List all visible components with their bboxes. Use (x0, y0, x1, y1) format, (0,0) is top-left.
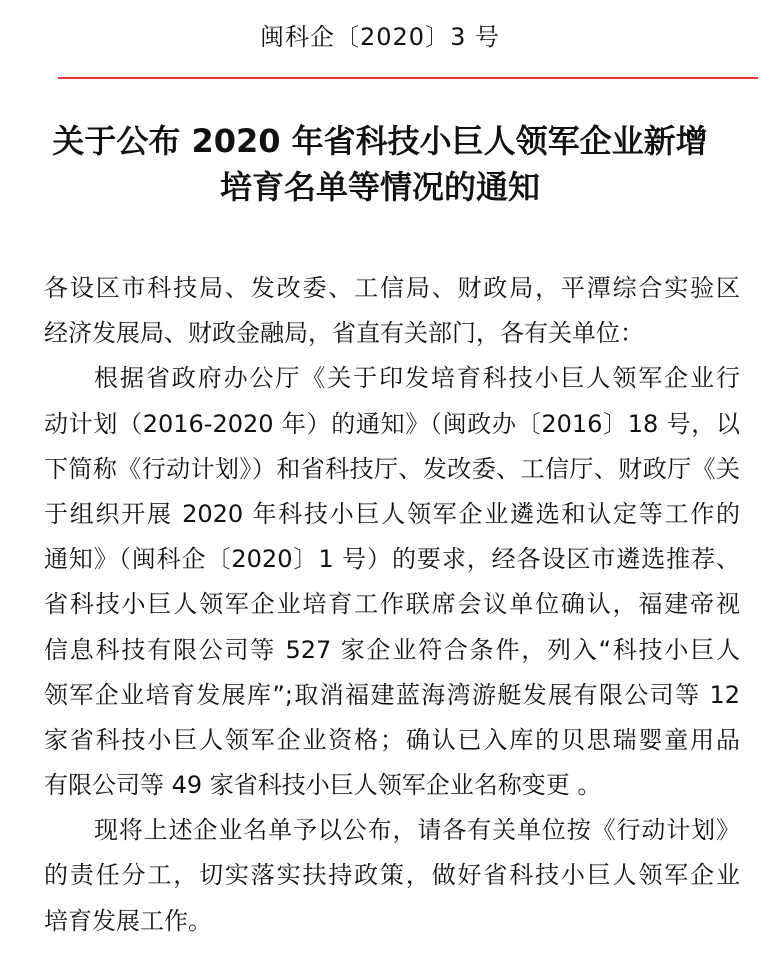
body-line: 各设区市科技局、发改委、工信局、财政局，平潭综合实验区 (44, 274, 740, 302)
body-line: 现将上述企业名单予以公布，请各有关单位按《行动计划》 (94, 816, 740, 845)
body-line: 根据省政府办公厅《关于印发培育科技小巨人领军企业行 (94, 364, 740, 393)
body-line: 于组织开展 2020 年科技小巨人领军企业遴选和认定等工作的 (44, 499, 740, 528)
body-line: 省科技小巨人领军企业培育工作联席会议单位确认，福建帝视 (44, 590, 740, 619)
title-line: 培育名单等情况的通知 (219, 168, 540, 206)
notice-title (0, 118, 760, 210)
red-divider-line (58, 77, 758, 79)
body-line: 经济发展局、财政金融局，省直有关部门，各有关单位： (44, 319, 644, 348)
body-line: 领军企业培育发展库”;取消福建蓝海湾游艇发展有限公司等 12 (44, 680, 740, 709)
body-line: 有限公司等 49 家省科技小巨人领军企业名称变更 。 (44, 771, 602, 800)
body-line: 的责任分工，切实落实扶持政策，做好省科技小巨人领军企业 (44, 861, 740, 890)
body-line: 家省科技小巨人领军企业资格；确认已入库的贝思瑞婴童用品 (44, 725, 740, 754)
body-line: 信息科技有限公司等 527 家企业符合条件，列入“科技小巨人 (44, 635, 740, 664)
notice-body (44, 266, 740, 944)
body-line: 下简称《行动计划》）和省科技厅、发改委、工信厅、财政厅《关 (44, 454, 740, 483)
body-line: 培育发展工作。 (44, 906, 212, 935)
title-line: 关于公布 2020 年省科技小巨人领军企业新增 (52, 122, 708, 160)
body-line: 通知》（闽科企〔2020〕1 号）的要求，经各设区市遴选推荐、 (44, 545, 740, 574)
body-line: 动计划（2016-2020 年）的通知》（闽政办〔2016〕18 号，以 (44, 409, 740, 438)
document-number: 闽科企〔2020〕3 号 (260, 23, 500, 51)
